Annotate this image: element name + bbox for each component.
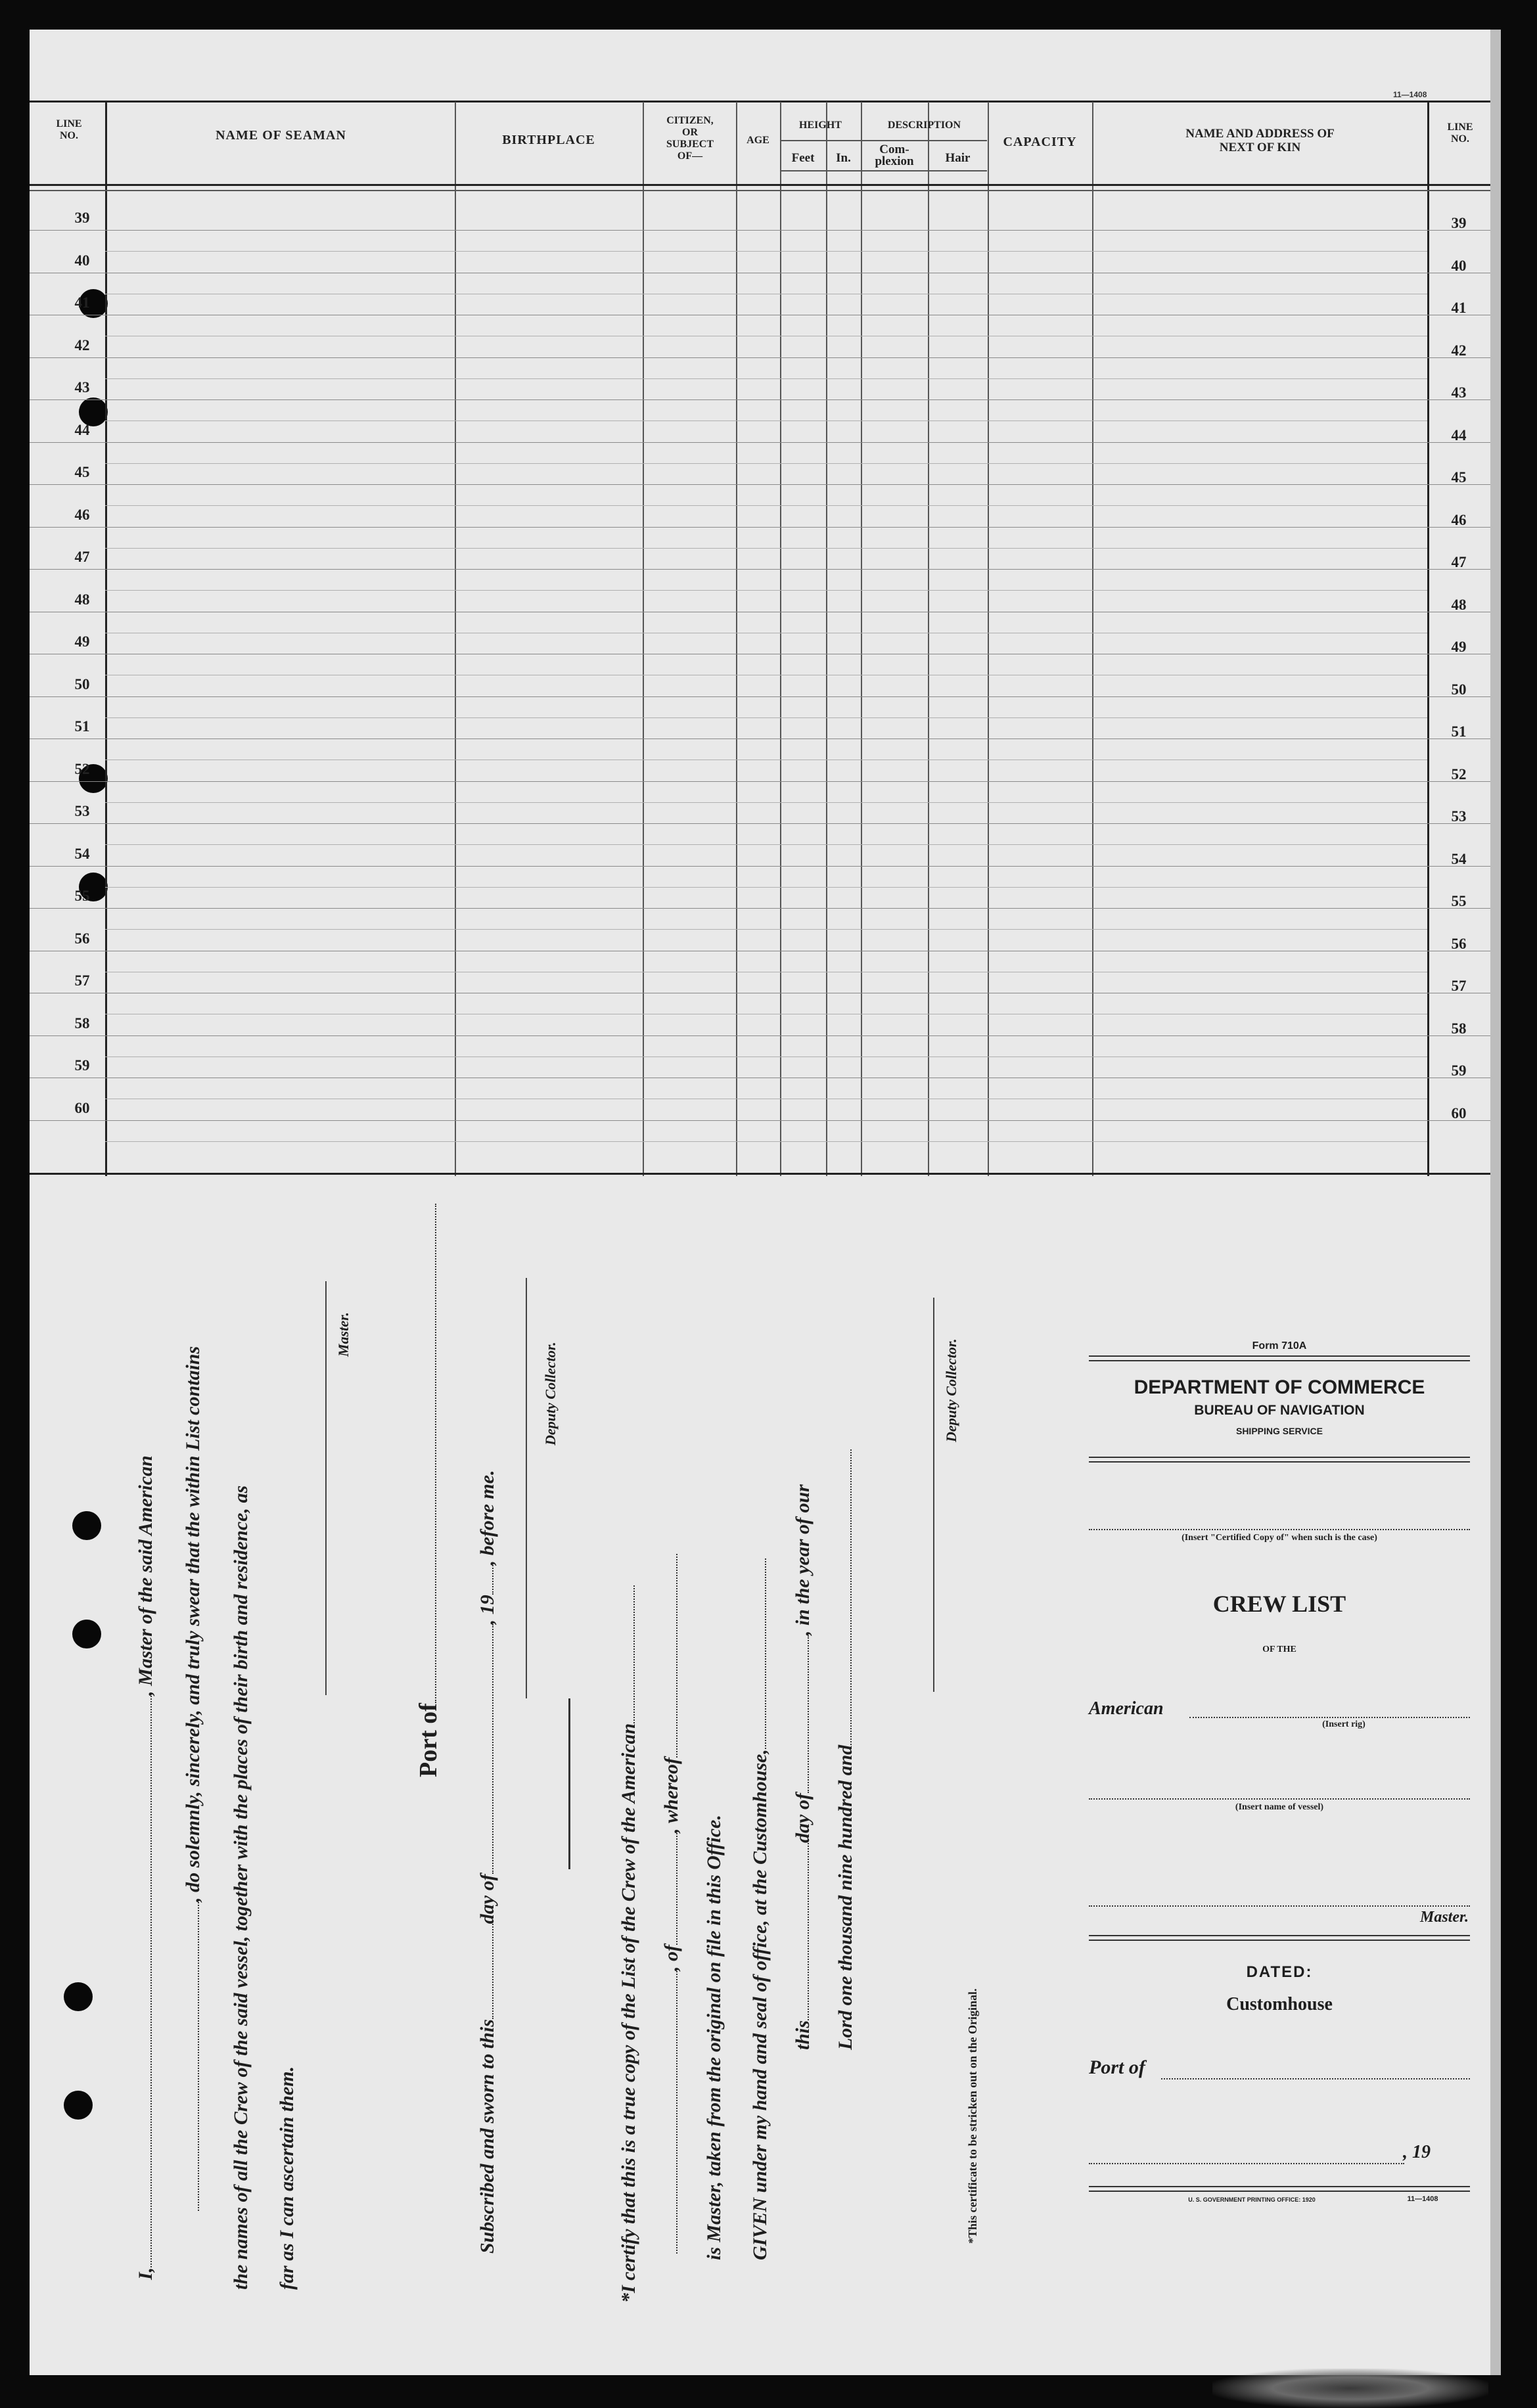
punch-hole <box>72 1511 101 1540</box>
oath-text: , before me. <box>476 1470 498 1566</box>
crew-list-form-page <box>30 30 1495 2375</box>
row-number-right: 50 <box>1451 681 1467 698</box>
panel-insert-certified: (Insert "Certified Copy of" when such is the case) <box>1181 1533 1377 1543</box>
panel-form-number: Form 710A <box>1252 1340 1307 1352</box>
row-number-right: 39 <box>1451 215 1467 231</box>
certify-line-2 <box>660 1554 683 2254</box>
row-number-left: 47 <box>74 549 90 565</box>
table-row-guide <box>105 378 1427 379</box>
oath-text: far as I can ascertain them. <box>276 2066 298 2290</box>
certify-rig-blank[interactable] <box>662 1971 677 2254</box>
header-capacity: CAPACITY <box>1003 135 1077 149</box>
oath-text: Port of <box>415 1703 442 1777</box>
certify-deputy-collector: Deputy Collector. <box>943 1338 959 1442</box>
row-number-right: 53 <box>1451 808 1467 825</box>
oath-port-blank[interactable] <box>421 1204 436 1703</box>
table-row-guide <box>105 1141 1427 1142</box>
col-rule <box>826 102 827 1176</box>
row-number-left: 54 <box>74 846 90 862</box>
oath-master-label: Master. <box>335 1312 352 1357</box>
rig-blank[interactable] <box>1189 1717 1470 1718</box>
panel-dated: DATED: <box>1246 1963 1313 1981</box>
master-signature-line[interactable] <box>325 1281 327 1695</box>
row-number-left: 57 <box>74 972 90 989</box>
row-number-left: 59 <box>74 1057 90 1074</box>
seal-separator <box>568 1698 570 1869</box>
col-rule <box>861 102 862 1176</box>
master-blank-panel[interactable] <box>1089 1905 1470 1907</box>
row-number-right: 58 <box>1451 1020 1467 1037</box>
row-number-left: 52 <box>74 761 90 777</box>
panel-american: American <box>1089 1698 1164 1719</box>
punch-hole <box>64 1982 93 2011</box>
col-rule <box>105 102 107 1176</box>
header-age: AGE <box>746 135 769 146</box>
header-bottom-rule <box>30 184 1495 186</box>
certify-master-blank[interactable] <box>662 1554 677 1758</box>
panel-insert-rig: (Insert rig) <box>1322 1719 1365 1729</box>
header-bottom-rule <box>30 190 1495 191</box>
certified-copy-blank[interactable] <box>1089 1529 1470 1530</box>
table-row-guide <box>105 844 1427 845</box>
master-name-blank[interactable] <box>136 1696 152 2267</box>
panel-department: DEPARTMENT OF COMMERCE <box>1134 1376 1425 1398</box>
header-line-text: NAME AND ADDRESS OF <box>1185 127 1335 141</box>
table-row <box>30 484 1495 485</box>
vessel-name-blank[interactable] <box>183 1902 199 2211</box>
oath-text: , Master of the said American <box>135 1455 156 1696</box>
certify-text: day of <box>792 1793 814 1843</box>
oath-deputy-collector: Deputy Collector. <box>542 1342 559 1445</box>
crew-table <box>30 30 1495 1176</box>
header-line-text: Com- <box>879 143 909 156</box>
table-row-guide <box>105 802 1427 803</box>
header-line-text: NO. <box>1451 133 1469 145</box>
punch-hole <box>72 1620 101 1648</box>
table-row-guide <box>105 1056 1427 1057</box>
certify-vessel-blank[interactable] <box>619 1585 635 1723</box>
col-rule <box>455 102 456 1176</box>
row-number-left: 55 <box>74 888 90 904</box>
header-description: DESCRIPTION <box>887 120 961 131</box>
header-line-text: CITIZEN, <box>666 115 714 126</box>
certify-port-blank[interactable] <box>662 1833 677 1945</box>
table-row <box>30 527 1495 528</box>
table-row <box>30 569 1495 570</box>
panel-rule <box>1089 1355 1470 1361</box>
panel-of-the: OF THE <box>1262 1645 1296 1654</box>
col-rule <box>736 102 737 1176</box>
certify-customhouse-blank[interactable] <box>750 1558 766 1749</box>
table-row <box>30 442 1495 443</box>
certify-text: , in the year of our <box>792 1484 814 1636</box>
oath-line-2 <box>182 1346 204 2211</box>
table-row-guide <box>105 590 1427 591</box>
row-number-right: 41 <box>1451 300 1467 316</box>
row-number-left: 45 <box>74 464 90 480</box>
oath-line-3 <box>230 1486 252 2290</box>
panel-crew-list-title: CREW LIST <box>1212 1591 1346 1617</box>
certify-year-blank[interactable] <box>836 1449 852 1745</box>
scan-edge <box>1490 30 1501 2375</box>
row-number-right: 42 <box>1451 342 1467 359</box>
col-rule <box>643 102 644 1176</box>
table-row-guide <box>105 505 1427 506</box>
panel-date-blank[interactable] <box>1089 2163 1404 2164</box>
row-number-left: 42 <box>74 337 90 353</box>
table-row <box>30 357 1495 358</box>
table-row <box>30 230 1495 231</box>
scan-smudge <box>1212 2369 1488 2408</box>
certify-text: Lord one thousand nine hundred and <box>835 1744 856 2050</box>
certify-text: is Master, taken from the original on file in this Office. <box>703 1815 725 2260</box>
panel-rule <box>1089 2186 1470 2192</box>
header-line-text: NO. <box>60 130 78 141</box>
subheader-rule <box>780 140 987 141</box>
table-row <box>30 696 1495 697</box>
table-row <box>30 908 1495 909</box>
row-number-left: 40 <box>74 252 90 269</box>
row-number-right: 51 <box>1451 723 1467 740</box>
col-rule <box>928 102 929 1176</box>
panel-rule <box>1089 1457 1470 1463</box>
oath-year-blank[interactable] <box>478 1565 493 1595</box>
col-rule <box>1427 102 1429 1176</box>
row-number-left: 58 <box>74 1015 90 1032</box>
header-in: In. <box>836 151 851 165</box>
table-row <box>30 399 1495 400</box>
header-line-text: LINE <box>1447 122 1473 133</box>
deputy-collector-signature-line[interactable] <box>526 1278 527 1698</box>
row-number-right: 44 <box>1451 427 1467 443</box>
header-line-no-left <box>39 118 99 142</box>
row-number-right: 55 <box>1451 893 1467 909</box>
certify-text: GIVEN under my hand and seal of office, at the Customhouse, <box>749 1749 771 2260</box>
header-feet: Feet <box>791 151 815 165</box>
panel-port-blank[interactable] <box>1161 2078 1470 2079</box>
oath-month-blank[interactable] <box>478 1624 493 1874</box>
certify-deputy-signature-line[interactable] <box>933 1298 934 1692</box>
vessel-name-blank-panel[interactable] <box>1089 1798 1470 1800</box>
row-number-left: 41 <box>74 294 90 311</box>
table-row <box>30 1035 1495 1036</box>
certify-text: , of <box>660 1945 682 1971</box>
table-row <box>30 1120 1495 1121</box>
panel-code: 11—1408 <box>1407 2195 1438 2203</box>
oath-text: the names of all the Crew of the said vessel, together with the places of their birth and residence, as <box>230 1485 252 2290</box>
row-number-left: 43 <box>74 379 90 396</box>
row-number-right: 56 <box>1451 936 1467 952</box>
form-code-top: 11—1408 <box>1393 90 1427 99</box>
panel-master: Master. <box>1419 1909 1469 1926</box>
row-number-left: 44 <box>74 422 90 438</box>
row-number-right: 45 <box>1451 469 1467 486</box>
row-number-left: 50 <box>74 676 90 693</box>
oath-text: , do solemnly, sincerely, and truly swear that the within List contains <box>182 1346 204 1902</box>
header-line-text: OF— <box>677 150 703 162</box>
header-height: HEIGHT <box>799 120 842 131</box>
certify-line-6 <box>835 1449 857 2050</box>
col-rule <box>988 102 989 1176</box>
header-line-text: SUBJECT <box>666 139 714 150</box>
row-number-right: 54 <box>1451 851 1467 867</box>
row-number-right: 49 <box>1451 639 1467 655</box>
certify-month-blank[interactable] <box>793 1635 809 1793</box>
table-bottom-rule <box>30 1173 1495 1175</box>
header-line-text: LINE <box>56 118 82 129</box>
table-row-guide <box>105 717 1427 718</box>
row-number-right: 43 <box>1451 384 1467 401</box>
panel-printing-office: U. S. GOVERNMENT PRINTING OFFICE: 1920 <box>1188 2196 1316 2203</box>
header-line-text: plexion <box>875 154 914 168</box>
row-number-right: 60 <box>1451 1105 1467 1122</box>
table-row <box>30 781 1495 782</box>
table-row-guide <box>105 463 1427 464</box>
oath-line-4 <box>276 2066 298 2290</box>
col-rule <box>780 102 781 1176</box>
panel-year: , 19 <box>1403 2142 1431 2162</box>
table-row-guide <box>105 887 1427 888</box>
header-complexion <box>861 144 928 168</box>
subheader-rule <box>780 170 987 171</box>
punch-hole <box>64 2091 93 2120</box>
row-number-left: 51 <box>74 718 90 735</box>
table-row-guide <box>105 929 1427 930</box>
oath-day-blank[interactable] <box>478 1924 493 2019</box>
certify-text: *I certify that this is a true copy of the List of the Crew of the American <box>618 1723 639 2303</box>
row-number-right: 52 <box>1451 766 1467 783</box>
oath-text: day of <box>476 1874 498 1924</box>
row-number-left: 49 <box>74 633 90 650</box>
panel-port-of: Port of <box>1089 2056 1145 2078</box>
row-number-left: 48 <box>74 591 90 608</box>
row-number-right: 40 <box>1451 258 1467 274</box>
certify-line-3 <box>703 1815 725 2260</box>
row-number-right: 47 <box>1451 554 1467 570</box>
panel-customhouse: Customhouse <box>1226 1994 1333 2014</box>
row-number-right: 46 <box>1451 512 1467 528</box>
certify-day-blank[interactable] <box>793 1843 809 2020</box>
header-line-text: NEXT OF KIN <box>1219 141 1301 154</box>
table-row <box>30 866 1495 867</box>
header-line-text: OR <box>682 127 698 138</box>
oath-subscribed-line <box>476 1470 499 2254</box>
table-row-guide <box>105 251 1427 252</box>
header-citizen <box>644 115 736 162</box>
table-row-guide <box>105 420 1427 421</box>
header-birthplace: BIRTHPLACE <box>502 133 595 147</box>
panel-service: SHIPPING SERVICE <box>1235 1426 1323 1436</box>
table-row-guide <box>105 548 1427 549</box>
table-row <box>30 823 1495 824</box>
certify-footnote: *This certificate to be stricken out on the Original. <box>966 1988 979 2244</box>
certify-line-5 <box>792 1484 814 2050</box>
row-number-right: 57 <box>1451 978 1467 994</box>
row-number-left: 39 <box>74 210 90 226</box>
row-number-left: 60 <box>74 1100 90 1116</box>
col-rule <box>1092 102 1093 1176</box>
table-top-rule <box>30 101 1495 102</box>
row-number-left: 56 <box>74 930 90 947</box>
oath-line-1 <box>135 1455 157 2280</box>
header-name-of-seaman: NAME OF SEAMAN <box>216 128 346 143</box>
row-number-left: 46 <box>74 507 90 523</box>
panel-insert-name: (Insert name of vessel) <box>1235 1802 1324 1812</box>
row-number-right: 48 <box>1451 597 1467 613</box>
table-row <box>30 738 1495 739</box>
oath-text: I, <box>135 2267 156 2280</box>
oath-text: Subscribed and sworn to this <box>476 2019 498 2254</box>
row-number-right: 59 <box>1451 1062 1467 1079</box>
header-line-no-right <box>1431 122 1490 145</box>
header-hair: Hair <box>945 151 971 165</box>
certify-line-4 <box>749 1558 771 2260</box>
panel-bureau: BUREAU OF NAVIGATION <box>1194 1403 1365 1418</box>
certify-text: , whereof <box>660 1758 682 1833</box>
certify-line-1 <box>618 1585 640 2303</box>
oath-text: , 19 <box>476 1595 498 1625</box>
panel-rule <box>1089 1935 1470 1941</box>
row-number-left: 53 <box>74 803 90 819</box>
certify-text: this <box>792 2020 814 2050</box>
oath-port-of <box>414 1204 443 1777</box>
header-next-of-kin <box>1094 127 1426 154</box>
